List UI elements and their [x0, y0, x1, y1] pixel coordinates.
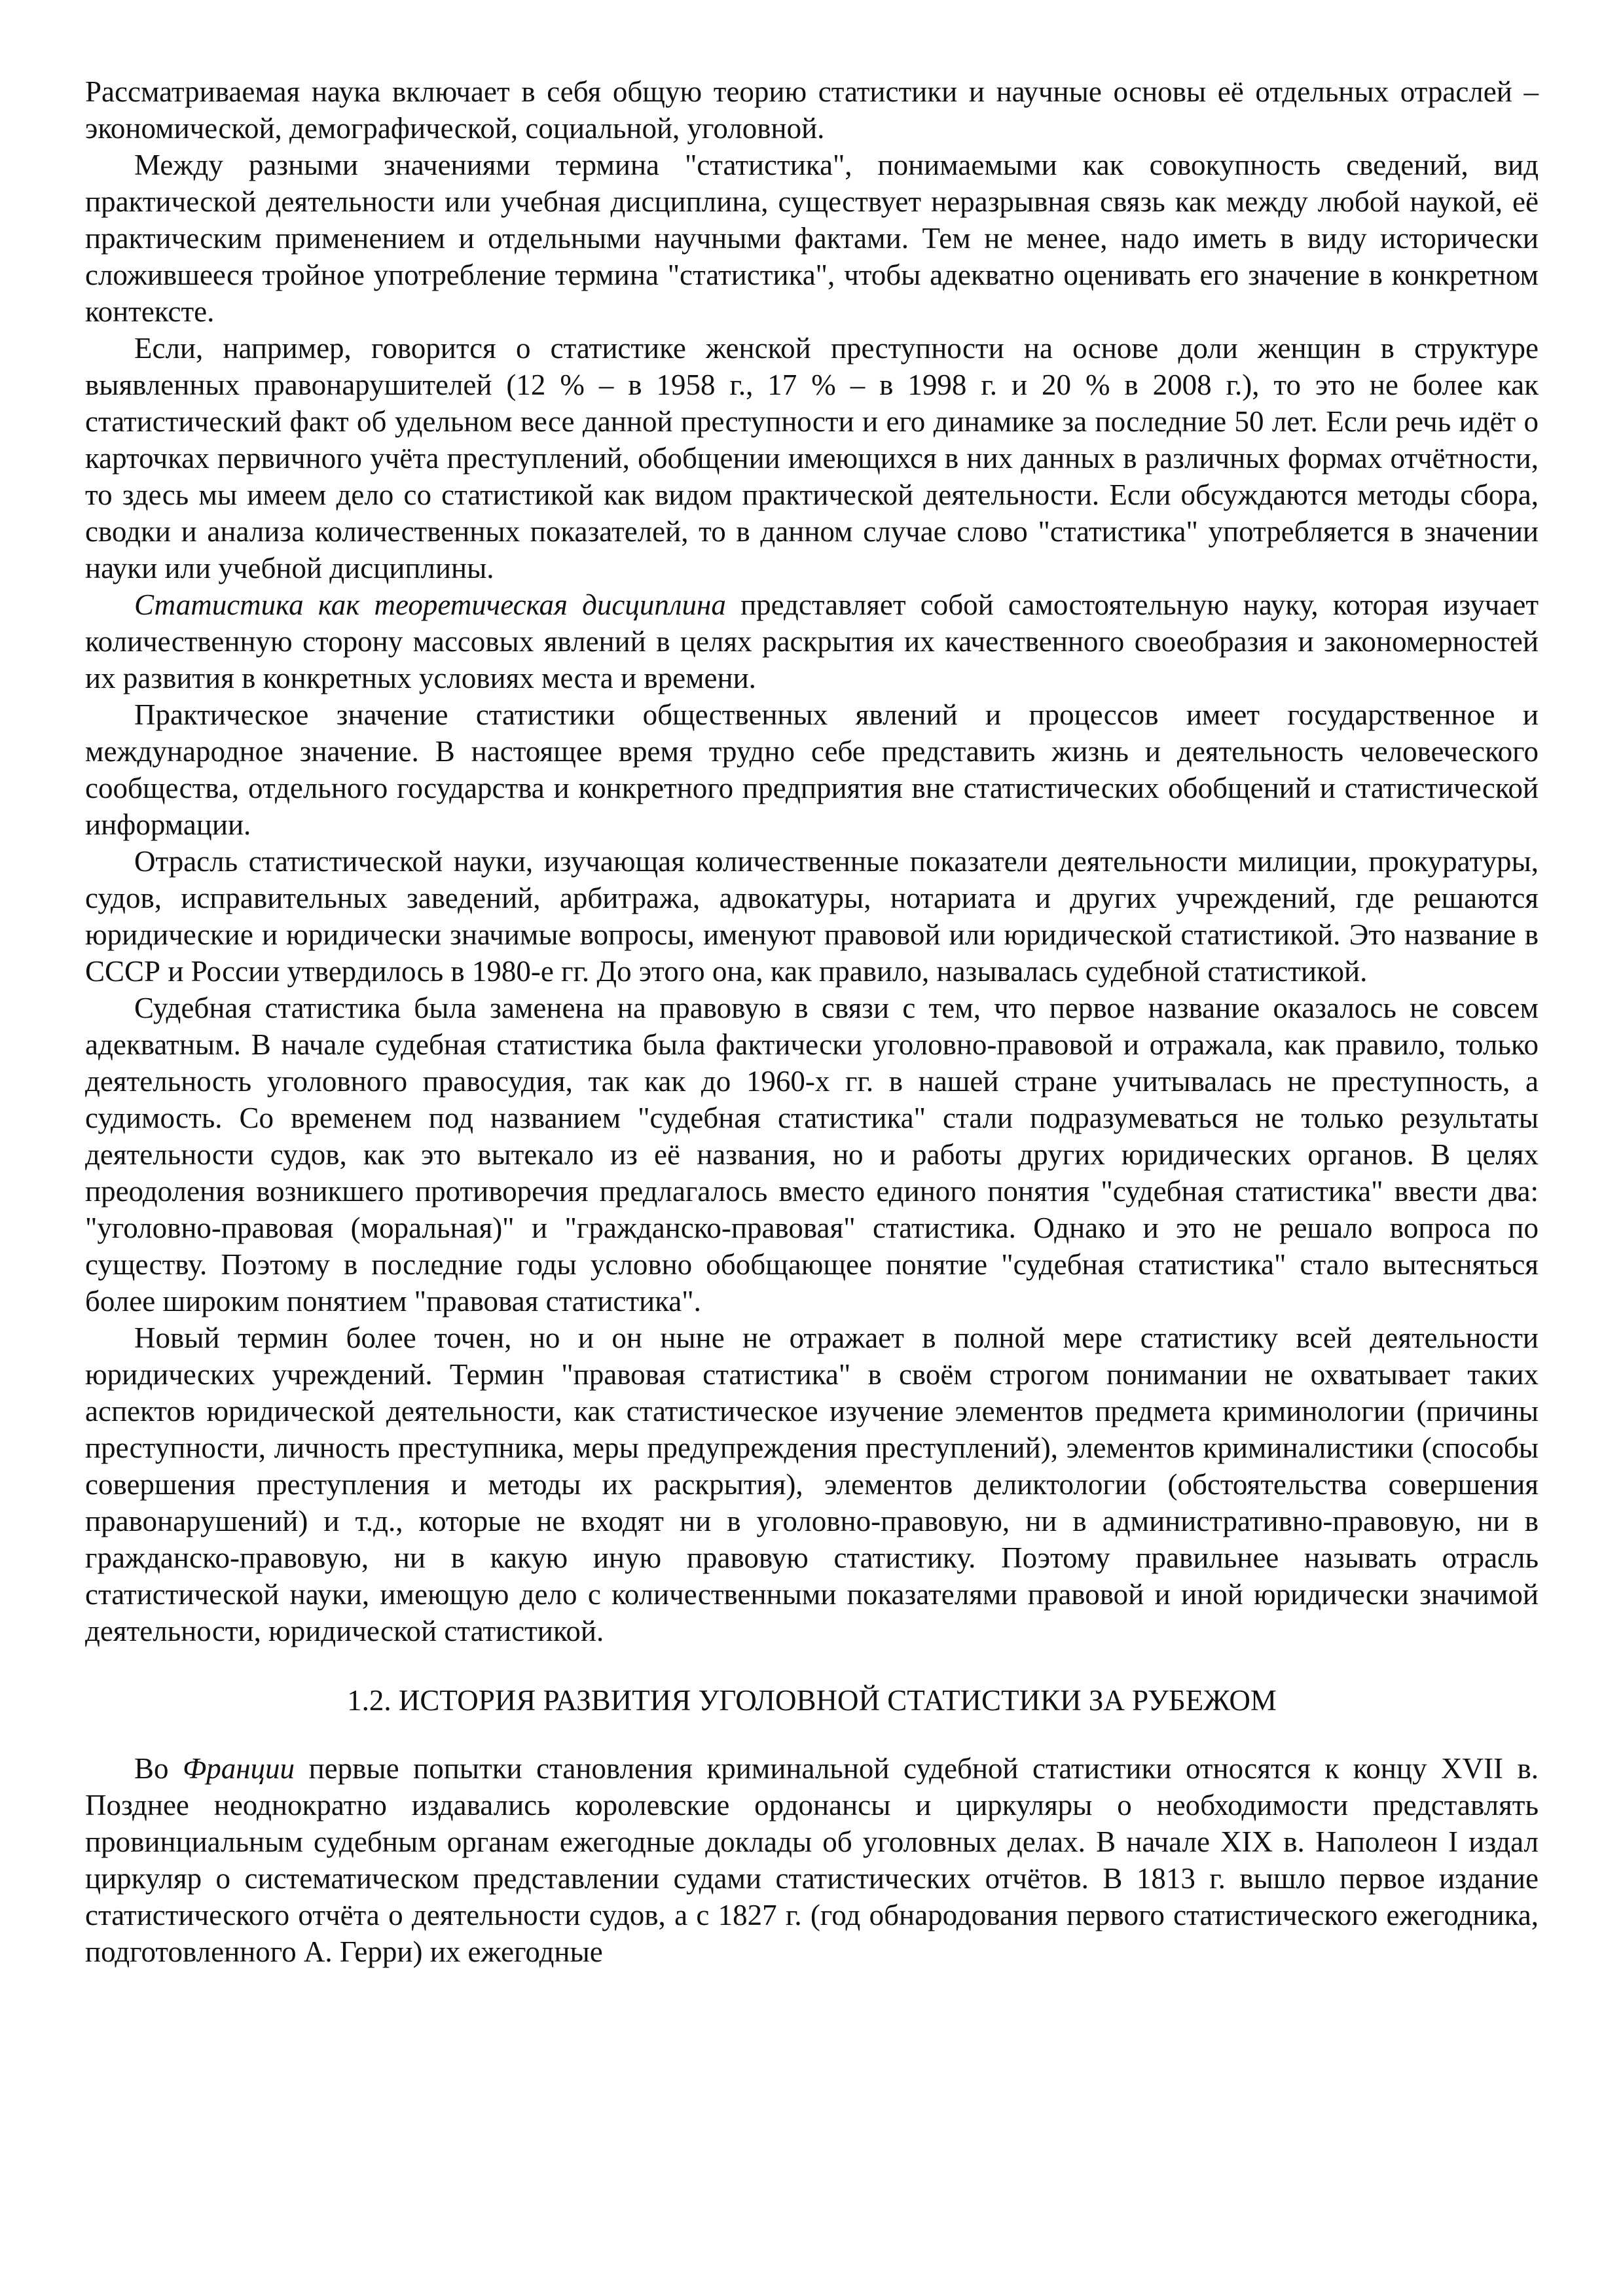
paragraph-8-text: Новый термин более точен, но и он ныне не отражает в полной мере статистику всей деятельности юридических учреждений. Термин "правовая статистика" в своём строгом понимании не охватывает таких аспектов юридической деятельности, как статистическое изучение элементов предмета криминологии (причины преступности, личность преступника, меры предупреждения преступлений), элементов криминалистики (способы совершения преступления и методы их раскрытия), элементов деликтологии (обстоятельства совершения правонарушений) и т.д., которые не входят ни в уголовно-правовую, ни в административно-правовую, ни в гражданско-правовую, ни в какую иную правовую статистику. Поэтому правильнее называть отрасль статистической науки, имеющую дело с количественными показателями правовой и иной юридически значимой деятельности, юридической статистикой.	[85, 1321, 1539, 1647]
section-heading: 1.2. ИСТОРИЯ РАЗВИТИЯ УГОЛОВНОЙ СТАТИСТИКИ ЗА РУБЕЖОМ	[347, 1684, 1277, 1717]
section-paragraph	[85, 1750, 1539, 1970]
paragraph-8	[85, 1319, 1539, 1649]
paragraph-5-text: Практическое значение статистики общественных явлений и процессов имеет государственное и международное значение. В настоящее время трудно себе представить жизнь и деятельность человеческого сообщества, отдельного государства и конкретного предприятия вне статистических обобщений и статистической информации.	[85, 698, 1539, 841]
paragraph-4	[85, 586, 1539, 696]
paragraph-6-text: Отрасль статистической науки, изучающая количественные показатели деятельности милиции, прокуратуры, судов, исправительных заведений, арбитража, адвокатуры, нотариата и других учреждений, где решаются юридические и юридически значимые вопросы, именуют правовой или юридической статистикой. Это название в СССР и России утвердилось в 1980-е гг. До этого она, как правило, называлась судебной статистикой.	[85, 845, 1539, 988]
paragraph-7-text: Судебная статистика была заменена на правовую в связи с тем, что первое название оказалось не совсем адекватным. В начале судебная статистика была фактически уголовно-правовой и отражала, как правило, только деятельность уголовного правосудия, так как до 1960-х гг. в нашей стране учитывалась не преступность, а судимость. Со временем под названием "судебная статистика" стали подразумеваться не только результаты деятельности судов, как это вытекало из её названия, но и работы других юридических органов. В целях преодоления возникшего противоречия предлагалось вместо единого понятия "судебная статистика" ввести два: "уголовно-правовая (моральная)" и "гражданско-правовая" статистика. Однако и это не решало вопроса по существу. Поэтому в последние годы условно обобщающее понятие "судебная статистика" стало вытесняться более широким понятием "правовая статистика".	[85, 992, 1539, 1318]
document-body	[85, 73, 1539, 1970]
paragraph-2-text: Между разными значениями термина "статистика", понимаемыми как совокупность сведений, вид практической деятельности или учебная дисциплина, существует неразрывная связь как между любой наукой, её практическим применением и отдельными научными фактами. Тем не менее, надо иметь в виду исторически сложившееся тройное употребление термина "статистика", чтобы адекватно оценивать его значение в конкретном контексте.	[85, 149, 1539, 328]
paragraph-2	[85, 147, 1539, 330]
section-paragraph-italic-word: Франции	[183, 1752, 295, 1785]
paragraph-6	[85, 843, 1539, 990]
paragraph-4-text: представляет собой самостоятельную науку, которая изучает количественную сторону массовых явлений в целях раскрытия их качественного своеобразия и закономерностей их развития в конкретных условиях места и времени.	[85, 588, 1539, 694]
paragraph-7	[85, 990, 1539, 1319]
paragraph-5	[85, 696, 1539, 843]
paragraph-1-text: Рассматриваемая наука включает в себя общую теорию статистики и научные основы её отдельных отраслей – экономической, демографической, социальной, уголовной.	[85, 75, 1539, 145]
paragraph-3	[85, 330, 1539, 586]
paragraph-1	[85, 73, 1539, 147]
section-paragraph-lead: Во	[134, 1752, 183, 1785]
paragraph-3-text: Если, например, говорится о статистике женской преступности на основе доли женщин в структуре выявленных правонарушителей (12 % – в 1958 г., 17 % – в 1998 г. и 20 % в 2008 г.), то это не более как статистический факт об удельном весе данной преступности и его динамике за последние 50 лет. Если речь идёт о карточках первичного учёта преступлений, обобщении имеющихся в них данных в различных формах отчётности, то здесь мы имеем дело со статистикой как видом практической деятельности. Если обсуждаются методы сбора, сводки и анализа количественных показателей, то в данном случае слово "статистика" употребляется в значении науки или учебной дисциплины.	[85, 332, 1539, 584]
section-paragraph-text: первые попытки становления криминальной судебной статистики относятся к концу XVII в. Позднее неоднократно издавались королевские ордонансы и циркуляры о необходимости представлять провинциальным судебным органам ежегодные доклады об уголовных делах. В начале XIX в. Наполеон I издал циркуляр о систематическом представлении судами статистических отчётов. В 1813 г. вышло первое издание статистического отчёта о деятельности судов, а с 1827 г. (год обнародования первого статистического ежегодника, подготовленного А. Герри) их ежегодные	[85, 1752, 1539, 1968]
paragraph-4-italic-lead: Статистика как теоретическая дисциплина	[134, 588, 726, 621]
